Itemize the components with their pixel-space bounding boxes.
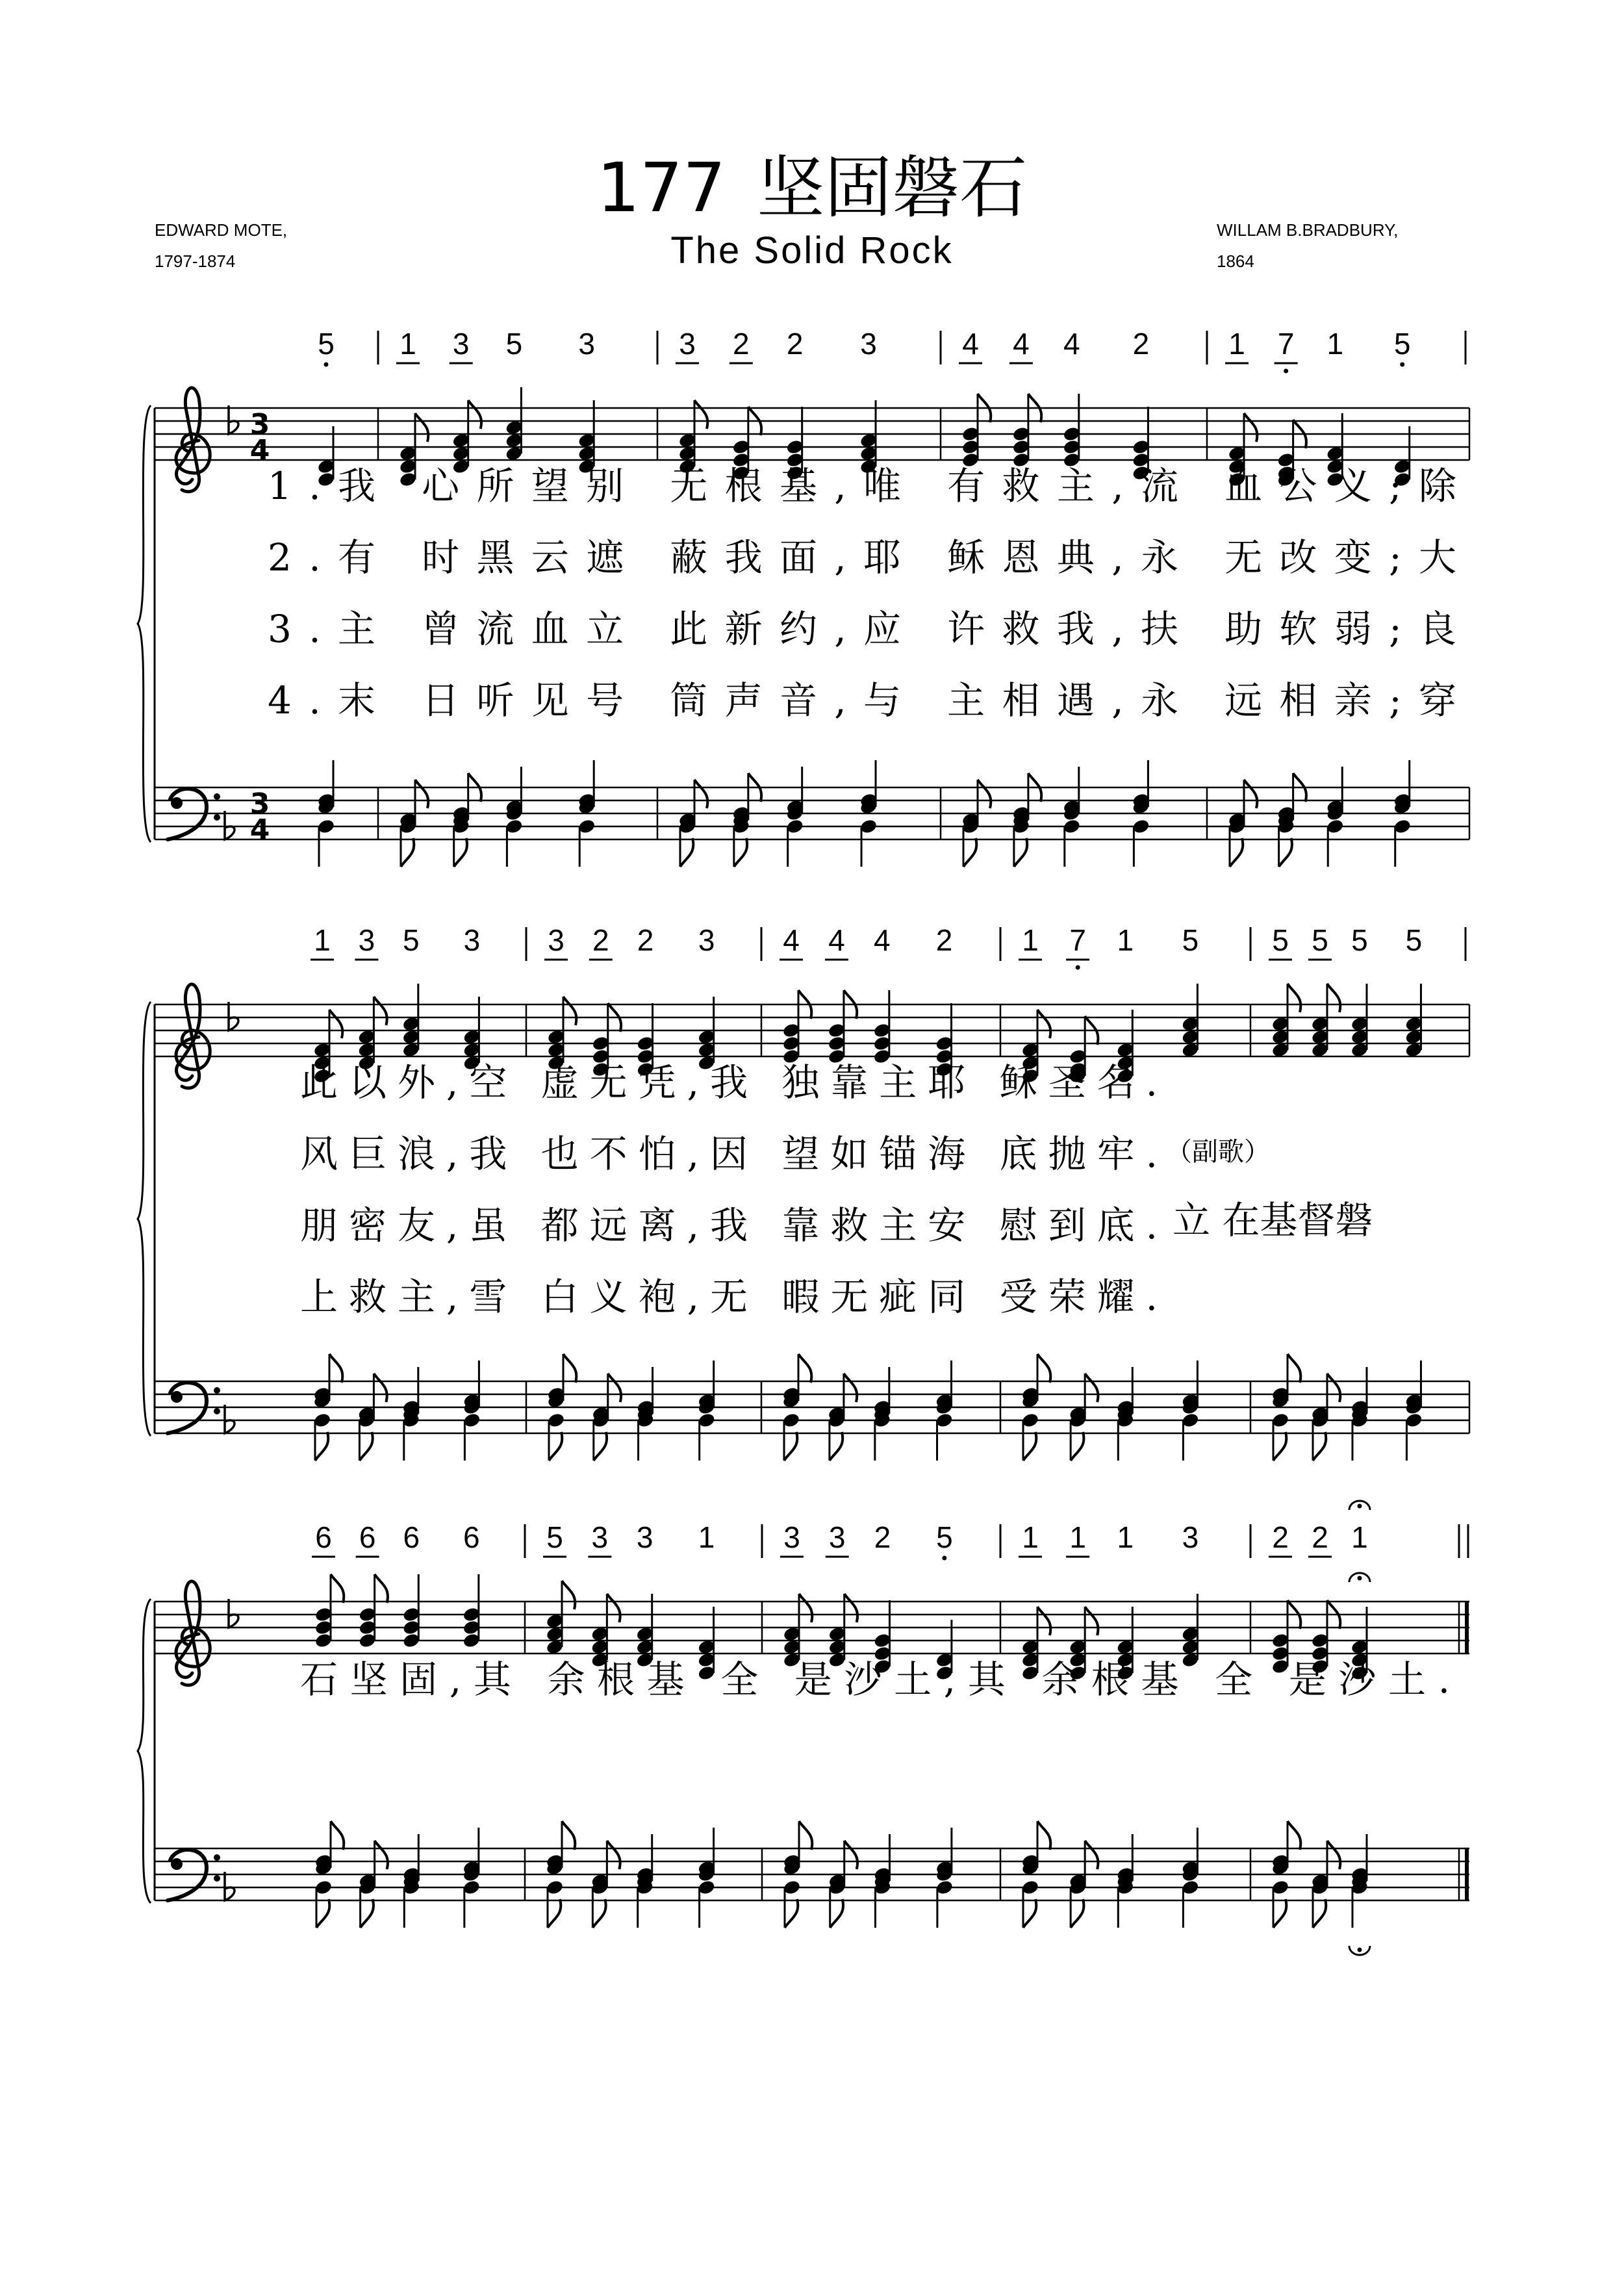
numbered-note: 5 <box>546 1520 563 1554</box>
numbered-note: 1 <box>1351 1520 1368 1554</box>
note-flag <box>401 838 414 867</box>
time-signature-bottom: 4 <box>249 813 270 847</box>
note-flag <box>374 997 387 1025</box>
lyric-line-4: 4.末 日听见号 筒声音,与 主相遇,永 远相亲;穿 <box>268 678 1456 722</box>
time-signature-top: 3 <box>249 408 270 441</box>
numbered-note: 1 <box>1326 327 1344 361</box>
note-flag <box>468 400 481 429</box>
numbered-note: 6 <box>315 1520 332 1554</box>
note-flag <box>978 780 991 808</box>
lyric-line-1: 1.我 心所望别 无根基,唯 有救主,流 血公义;除 <box>268 464 1456 508</box>
numbered-note: 3 <box>860 327 877 361</box>
bass-clef-dot <box>171 797 183 809</box>
note-flag <box>607 1594 620 1622</box>
numbered-note: 1 <box>1117 923 1134 957</box>
note-flag <box>316 1899 329 1928</box>
composer-name: WILLAM B.BRADBURY, <box>1217 220 1399 240</box>
numbered-note: 2 <box>733 327 750 361</box>
numbered-note: 1 <box>1022 923 1039 957</box>
numbered-note: 4 <box>828 923 845 957</box>
numbered-note: 1 <box>1117 1520 1134 1554</box>
system-brace <box>138 1002 151 1436</box>
lyric-line-4: 上救主,雪 白义袍,无 暇无疵同 受荣耀. <box>300 1275 1158 1319</box>
bass-clef-dot <box>171 1391 183 1403</box>
numbered-note: 4 <box>962 327 979 361</box>
octave-dot <box>1076 965 1080 970</box>
note-flag <box>1037 1010 1050 1038</box>
lyric-line-1: 此以外,空 虚无凭,我 独靠主耶 稣圣名. <box>300 1060 1158 1105</box>
numbered-note: 3 <box>1182 1520 1199 1554</box>
numbered-note: 3 <box>698 923 715 957</box>
numbered-note: 2 <box>1272 1520 1289 1554</box>
numbered-note: 5 <box>1405 923 1423 957</box>
note-flag <box>1071 1432 1084 1461</box>
numbered-note: 5 <box>1272 923 1289 957</box>
note-flag <box>1037 1607 1050 1635</box>
note-flag <box>694 780 707 808</box>
note-flag <box>1014 838 1027 867</box>
key-signature-flat <box>225 811 235 839</box>
note-flag <box>562 1581 575 1609</box>
note-flag <box>1023 1899 1036 1928</box>
hymn-number: 177 <box>596 148 726 227</box>
note-flag <box>1244 780 1257 808</box>
key-signature-flat <box>225 1872 235 1900</box>
note-flag <box>1085 1607 1098 1635</box>
note-flag <box>563 997 576 1025</box>
numbered-note: 1 <box>1022 1520 1039 1554</box>
numbered-note: 6 <box>463 1520 480 1554</box>
numbered-note: 3 <box>548 923 565 957</box>
note-flag <box>1085 1841 1098 1869</box>
system-1-treble-staff <box>155 408 1469 460</box>
chorus-lyrics: 立 在基督磐 <box>1173 1198 1373 1242</box>
numbered-note: 5 <box>403 923 420 957</box>
note-flag <box>1273 1432 1286 1461</box>
note-flag <box>1071 1899 1084 1928</box>
numbered-note: 2 <box>1312 1520 1328 1554</box>
octave-dot <box>1284 369 1288 374</box>
fermata-dot <box>1357 1576 1362 1581</box>
note-flag <box>1288 984 1300 1012</box>
note-flag <box>594 1432 607 1461</box>
note-flag <box>785 1899 798 1928</box>
system-brace <box>138 405 151 842</box>
system-3-bass-staff <box>155 1848 1469 1900</box>
numbered-note: 3 <box>452 327 470 361</box>
note-flag <box>375 1841 388 1869</box>
system-brace <box>138 1599 151 1903</box>
note-flag <box>1327 1373 1340 1402</box>
lyric-line-2: 风巨浪,我 也不怕,因 望如锚海 底抛牢. <box>300 1132 1158 1176</box>
numbered-note: 5 <box>1351 923 1368 957</box>
numbered-note: 1 <box>400 327 416 361</box>
note-flag <box>329 1354 342 1383</box>
note-flag <box>734 838 747 867</box>
note-flag <box>562 1821 575 1850</box>
note-flag <box>1313 1432 1326 1461</box>
lyric-line-3: 朋密友,虽 都远离,我 靠救主安 慰到底. <box>300 1203 1158 1247</box>
note-flag <box>315 1432 328 1461</box>
numbered-note: 1 <box>1069 1520 1086 1554</box>
key-signature-flat <box>225 1405 235 1433</box>
numbered-note: 3 <box>578 327 595 361</box>
note-flag <box>563 1354 576 1383</box>
treble-clef <box>176 984 210 1088</box>
chorus-label: （副歌） <box>1166 1137 1270 1167</box>
note-flag <box>549 1432 562 1461</box>
note-flag <box>375 1574 388 1603</box>
author-dates: 1797-1874 <box>155 251 236 271</box>
numbered-note: 3 <box>636 1520 653 1554</box>
bass-clef-dot <box>214 1854 220 1861</box>
numbered-note: 5 <box>318 327 335 361</box>
numbered-note: 5 <box>505 327 523 361</box>
bass-clef-dot <box>214 1875 220 1882</box>
numbered-note: 5 <box>1182 923 1199 957</box>
composer-dates: 1864 <box>1217 251 1254 271</box>
numbered-note: 1 <box>1228 327 1245 361</box>
numbered-note: 3 <box>463 923 481 957</box>
note-flag <box>844 1594 857 1622</box>
note-flag <box>607 1841 620 1869</box>
note-flag <box>415 413 428 442</box>
note-flag <box>1313 1899 1326 1928</box>
note-flag <box>608 1373 621 1402</box>
key-signature-flat <box>229 1599 238 1628</box>
numbered-note: 7 <box>1069 923 1086 957</box>
system-2-bass-staff <box>155 1381 1469 1433</box>
numbered-note: 5 <box>1312 923 1328 957</box>
octave-dot <box>942 1556 946 1561</box>
note-flag <box>1085 1373 1098 1402</box>
numbered-note: 2 <box>1132 327 1150 361</box>
key-signature-flat <box>229 405 238 434</box>
numbered-note: 3 <box>828 1520 846 1554</box>
numbered-note: 2 <box>874 1520 891 1554</box>
note-flag <box>784 1432 797 1461</box>
hymn-title-text: 坚固磐石 <box>757 148 1028 227</box>
note-flag <box>331 1821 344 1850</box>
note-flag <box>844 1841 857 1869</box>
note-flag <box>1230 838 1243 867</box>
octave-dot <box>1400 363 1404 367</box>
note-flag <box>1327 984 1340 1012</box>
numbered-note: 5 <box>1393 327 1411 361</box>
note-flag <box>331 1574 344 1603</box>
note-flag <box>694 400 707 429</box>
bass-clef-dot <box>214 793 220 800</box>
system-1-bass-staff <box>155 787 1469 839</box>
note-flag <box>1273 1899 1286 1928</box>
note-flag <box>799 1594 812 1622</box>
note-flag <box>963 838 976 867</box>
note-flag <box>1327 1841 1340 1869</box>
note-flag <box>830 1432 843 1461</box>
note-flag <box>374 1373 387 1402</box>
note-flag <box>359 1432 372 1461</box>
fermata-dot <box>1357 1504 1362 1509</box>
fermata-dot <box>1357 1948 1362 1952</box>
note-flag <box>1023 1432 1036 1461</box>
hymn-subtitle: The Solid Rock <box>670 229 954 272</box>
numbered-note: 4 <box>874 923 891 957</box>
author-name: EDWARD MOTE, <box>155 220 288 240</box>
treble-clef <box>176 1581 210 1685</box>
bass-clef-dot <box>171 1858 183 1870</box>
key-signature-flat <box>229 1002 238 1030</box>
bass-clef-dot <box>214 1387 220 1394</box>
note-flag <box>844 1373 857 1402</box>
numbered-note: 6 <box>359 1520 376 1554</box>
numbered-note: 2 <box>935 923 953 957</box>
numbered-note: 1 <box>698 1520 715 1554</box>
numbered-note: 3 <box>591 1520 609 1554</box>
bass-clef-dot <box>214 814 220 821</box>
note-flag <box>592 1899 605 1928</box>
lyric-line-3: 3.主 曾流血立 此新约,应 许救我,扶 助软弱;良 <box>268 607 1456 651</box>
note-flag <box>1288 1821 1300 1850</box>
bass-clef-dot <box>214 1408 220 1414</box>
numbered-note: 3 <box>783 1520 800 1554</box>
numbered-note: 2 <box>592 923 609 957</box>
note-flag <box>799 1821 812 1850</box>
numbered-note: 2 <box>786 327 804 361</box>
note-flag <box>1037 1821 1050 1850</box>
numbered-note: 4 <box>1063 327 1080 361</box>
numbered-note: 1 <box>314 923 331 957</box>
numbered-note: 4 <box>1013 327 1030 361</box>
note-flag <box>454 838 467 867</box>
treble-clef <box>176 388 210 492</box>
numbered-note: 3 <box>679 327 696 361</box>
numbered-note: 4 <box>783 923 800 957</box>
numbered-note: 3 <box>358 923 375 957</box>
note-flag <box>329 1010 342 1038</box>
note-flag <box>361 1899 374 1928</box>
note-flag <box>798 1354 811 1383</box>
note-flag <box>1037 1354 1050 1383</box>
numbered-note: 2 <box>637 923 654 957</box>
time-signature-bottom: 4 <box>249 434 270 467</box>
note-flag <box>548 1899 561 1928</box>
time-signature-top: 3 <box>249 787 270 821</box>
note-flag <box>1288 1354 1300 1383</box>
numbered-note: 5 <box>936 1520 953 1554</box>
note-flag <box>1244 413 1257 442</box>
note-flag <box>1279 838 1292 867</box>
lyric-line-2: 2.有 时黑云遮 蔽我面,耶 稣恩典,永 无改变;大 <box>268 535 1456 580</box>
numbered-note: 7 <box>1277 327 1295 361</box>
note-flag <box>830 1899 843 1928</box>
note-flag <box>415 780 428 808</box>
octave-dot <box>324 363 329 367</box>
note-flag <box>680 838 693 867</box>
lyric-line-1: 石坚固,其 余根基 全 是沙土,其 余根基 全 是沙土. <box>300 1657 1450 1702</box>
numbered-note: 6 <box>403 1520 420 1554</box>
